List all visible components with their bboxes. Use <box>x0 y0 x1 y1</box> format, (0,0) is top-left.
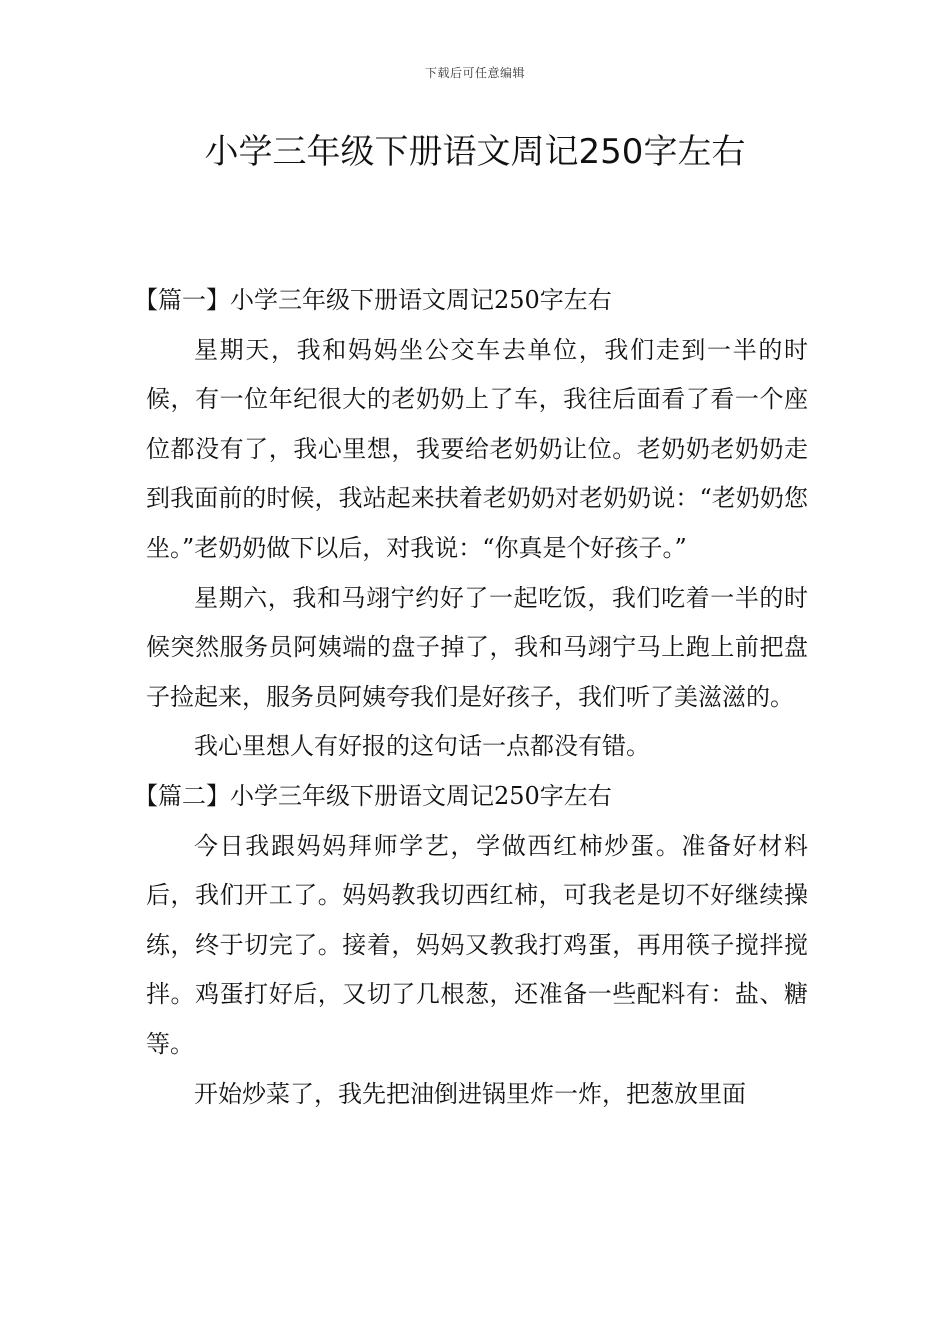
paragraph: 星期天，我和妈妈坐公交车去单位，我们走到一半的时候，有一位年纪很大的老奶奶上了车，我往后面看了看一个座位都没有了，我心里想，我要给老奶奶让位。老奶奶老奶奶走到我面前的时候，我站起来扶着老奶奶对老奶奶说：“老奶奶您坐。”老奶奶做下以后，对我说：“你真是个好孩子。” <box>146 335 808 562</box>
section-heading-2: 【篇二】小学三年级下册语文周记250字左右 <box>134 781 612 810</box>
document-title: 小学三年级下册语文周记250字左右 <box>204 132 746 172</box>
header-note: 下载后可任意编辑 <box>424 66 525 80</box>
section-heading-1: 【篇一】小学三年级下册语文周记250字左右 <box>134 286 612 314</box>
paragraph: 星期六，我和马翊宁约好了一起吃饭，我们吃着一半的时候突然服务员阿姨端的盘子掉了，我和马翊宁马上跑上前把盘子捡起来，服务员阿姨夸我们是好孩子，我们听了美滋滋的。 <box>146 583 808 711</box>
paragraph: 今日我跟妈妈拜师学艺，学做西红柿炒蛋。准备好材料后，我们开工了。妈妈教我切西红柿，可我老是切不好继续操练，终于切完了。接着，妈妈又教我打鸡蛋，再用筷子搅拌搅拌。鸡蛋打好后，又切了几根葱，还准备一些配料有：盐、糖等。 <box>146 831 808 1058</box>
document-body <box>134 276 808 1119</box>
paragraph: 开始炒菜了，我先把油倒进锅里炸一炸，把葱放里面 <box>194 1079 746 1108</box>
paragraph: 我心里想人有好报的这句话一点都没有错。 <box>194 732 650 761</box>
